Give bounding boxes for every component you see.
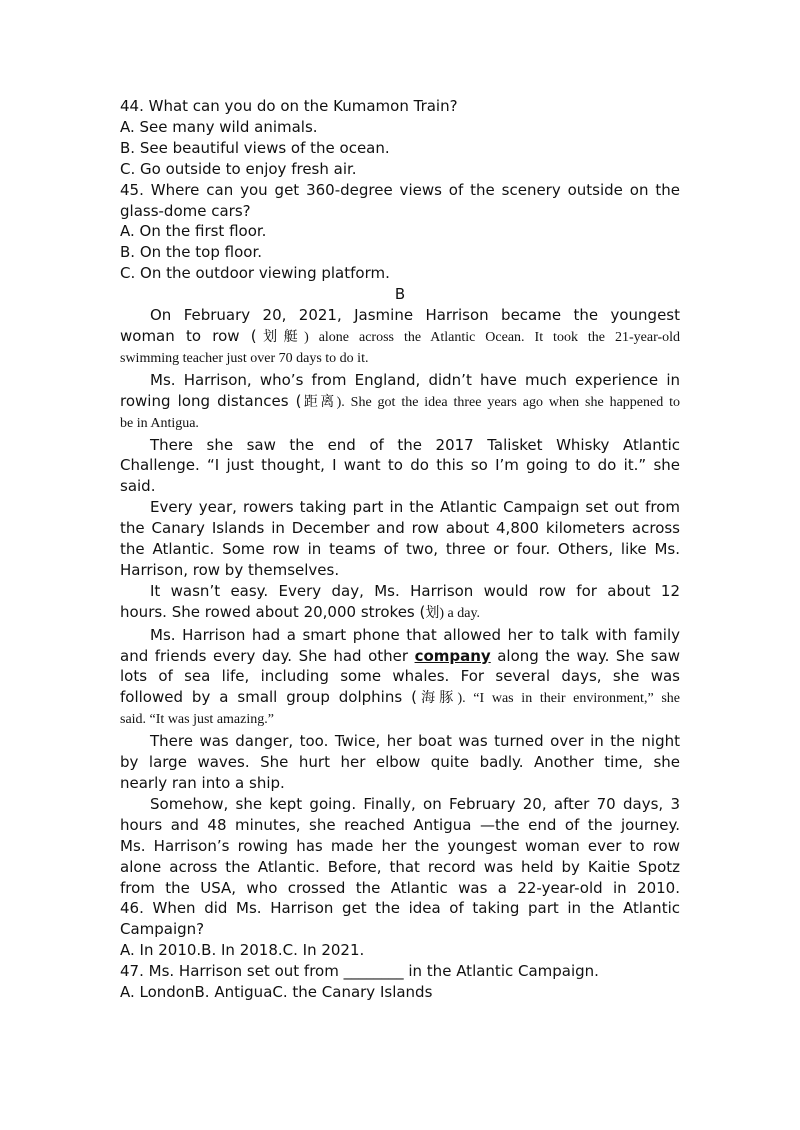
paragraph-line: There she saw the end of the 2017 Talisket Whisky Atlantic — [150, 435, 680, 454]
paragraph-line: lots of sea life, including some whales. For several days, she was — [120, 667, 680, 686]
paragraph-6 — [120, 625, 680, 732]
paragraph-2 — [120, 370, 680, 435]
paragraph-line — [120, 326, 680, 349]
paragraph-line: There was danger, too. Twice, her boat was turned over in the night — [150, 732, 680, 751]
option-c: C. On the outdoor viewing platform. — [120, 264, 390, 283]
paragraph-3 — [120, 435, 680, 498]
option-a: A. See many wild animals. — [120, 117, 318, 136]
paragraph-line: by large waves. She hurt her elbow quite badly. Another time, she — [120, 753, 680, 772]
question-text: 46. When did Ms. Harrison get the idea of taking part in the Atlantic — [120, 899, 680, 918]
question-47 — [120, 961, 680, 1003]
paragraph-line: On February 20, 2021, Jasmine Harrison became the youngest — [150, 306, 680, 325]
question-text-cont: glass-dome cars? — [120, 201, 251, 220]
paragraph-line: Challenge. “I just thought, I want to do this so I’m going to do it.” she — [120, 456, 680, 475]
paragraph-line: Ms. Harrison, who’s from England, didn’t have much experience in — [150, 370, 680, 389]
paragraph-line: It wasn’t easy. Every day, Ms. Harrison would row for about 12 — [150, 581, 680, 600]
options: A. LondonB. AntiguaC. the Canary Islands — [120, 983, 433, 1002]
paragraph-line: alone across the Atlantic. Before, that record was held by Kaitie Spotz — [120, 857, 680, 876]
question-text: 47. Ms. Harrison set out from ________ in the Atlantic Campaign. — [120, 962, 599, 981]
text-run: hours. She rowed about 20,000 strokes ( — [120, 602, 426, 621]
text-run: rowing long distances ( — [120, 391, 302, 410]
paragraph-line: nearly ran into a ship. — [120, 774, 285, 792]
paragraph-7 — [120, 731, 680, 794]
option-a: A. On the first floor. — [120, 222, 267, 241]
paragraph-line — [120, 391, 680, 414]
paragraph-line: the Atlantic. Some row in teams of two, three or four. Others, like Ms. — [120, 540, 680, 559]
paragraph-line: swimming teacher just over 70 days to do it. — [120, 350, 369, 366]
exam-page — [120, 96, 680, 1003]
paragraph-line — [120, 602, 680, 625]
text-run: 海豚). “I was in their environment,” she — [416, 691, 680, 707]
text-run: woman to row ( — [120, 326, 257, 345]
question-45 — [120, 180, 680, 285]
paragraph-8 — [120, 794, 680, 899]
text-run: 划) a day. — [425, 605, 481, 621]
paragraph-5 — [120, 581, 680, 625]
paragraph-line: Ms. Harrison’s rowing has made her the youngest woman ever to row — [120, 836, 680, 855]
question-46 — [120, 898, 680, 961]
paragraph-line: Harrison, row by themselves. — [120, 560, 340, 579]
paragraph-line: Ms. Harrison had a smart phone that allowed her to talk with family — [150, 625, 680, 644]
paragraph-line: be in Antigua. — [120, 415, 199, 431]
text-run: along the way. She saw — [490, 646, 680, 665]
paragraph-line: said. “It was just amazing.” — [120, 712, 274, 728]
option-b: B. On the top floor. — [120, 243, 263, 262]
question-44 — [120, 96, 680, 180]
text-run: 距离). She got the idea three years ago when she happened to — [301, 394, 680, 410]
question-text: 45. Where can you get 360-degree views of the scenery outside on the — [120, 180, 680, 199]
paragraph-1 — [120, 305, 680, 370]
option-b: B. See beautiful views of the ocean. — [120, 138, 390, 157]
paragraph-4 — [120, 497, 680, 581]
text-run: followed by a small group dolphins ( — [120, 688, 417, 707]
paragraph-line: Every year, rowers taking part in the Atlantic Campaign set out from — [150, 498, 680, 517]
options: A. In 2010.B. In 2018.C. In 2021. — [120, 941, 365, 960]
section-label: B — [394, 285, 406, 304]
question-text-cont: Campaign? — [120, 920, 205, 939]
chinese-gloss: 划艇 — [256, 329, 305, 345]
paragraph-line: from the USA, who crossed the Atlantic was a 22-year-old in 2010. — [120, 878, 680, 897]
option-c: C. Go outside to enjoy fresh air. — [120, 159, 357, 178]
paragraph-line — [120, 687, 680, 710]
paragraph-line — [120, 646, 680, 667]
paragraph-line: hours and 48 minutes, she reached Antigua —the end of the journey. — [120, 815, 680, 834]
paragraph-line: said. — [120, 477, 156, 496]
paragraph-line: the Canary Islands in December and row about 4,800 kilometers across — [120, 519, 680, 538]
question-text: 44. What can you do on the Kumamon Train? — [120, 97, 458, 115]
underlined-word: company — [414, 646, 491, 665]
paragraph-line: Somehow, she kept going. Finally, on February 20, after 70 days, 3 — [150, 794, 680, 813]
text-run: ) alone across the Atlantic Ocean. It took the 21-year-old — [304, 329, 681, 345]
reading-passage — [120, 305, 680, 898]
text-run: and friends every day. She had other — [120, 646, 415, 665]
